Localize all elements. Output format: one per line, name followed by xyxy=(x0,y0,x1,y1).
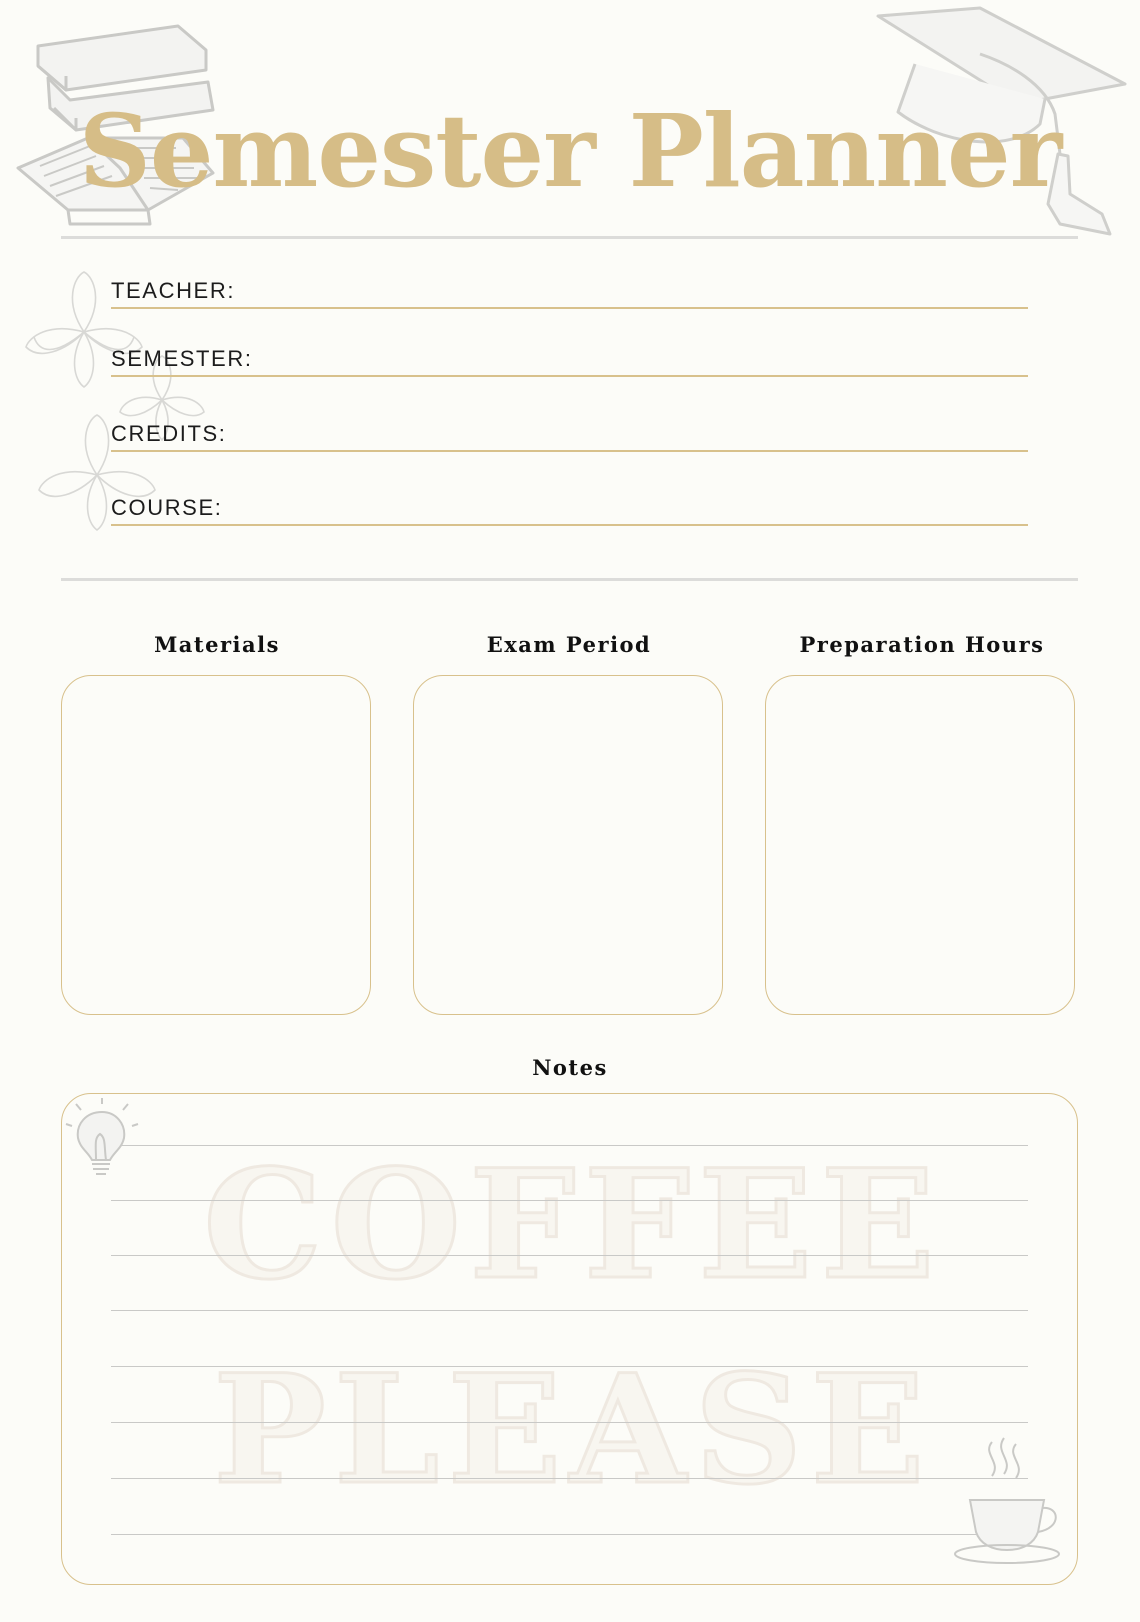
note-line xyxy=(111,1200,1028,1201)
note-line xyxy=(111,1478,1028,1479)
notes-title: Notes xyxy=(532,1055,608,1080)
top-divider xyxy=(61,236,1078,239)
semester-field[interactable] xyxy=(111,341,1028,377)
credits-label: CREDITS: xyxy=(111,421,227,446)
semester-label: SEMESTER: xyxy=(111,346,253,371)
light-bulb-icon xyxy=(64,1094,144,1184)
watermark-coffee: COFFEE xyxy=(203,1137,943,1313)
note-line xyxy=(111,1310,1028,1311)
page-title: Semester Planner xyxy=(78,92,1062,210)
exam-period-box[interactable] xyxy=(413,675,723,1015)
teacher-label: TEACHER: xyxy=(111,278,236,303)
exam-period-title: Exam Period xyxy=(486,632,652,657)
note-line xyxy=(111,1422,1028,1423)
course-field[interactable] xyxy=(111,490,1028,526)
preparation-hours-title: Preparation Hours xyxy=(799,632,1045,657)
materials-title: Materials xyxy=(154,632,280,657)
note-line xyxy=(111,1145,1028,1146)
watermark-please: PLEASE xyxy=(213,1342,933,1518)
preparation-hours-box[interactable] xyxy=(765,675,1075,1015)
middle-divider xyxy=(61,578,1078,581)
note-line xyxy=(111,1255,1028,1256)
coffee-cup-icon xyxy=(952,1432,1067,1567)
note-line xyxy=(111,1534,1028,1535)
teacher-field[interactable] xyxy=(111,273,1028,309)
course-label: COURSE: xyxy=(111,495,223,520)
materials-box[interactable] xyxy=(61,675,371,1015)
note-line xyxy=(111,1366,1028,1367)
credits-field[interactable] xyxy=(111,416,1028,452)
